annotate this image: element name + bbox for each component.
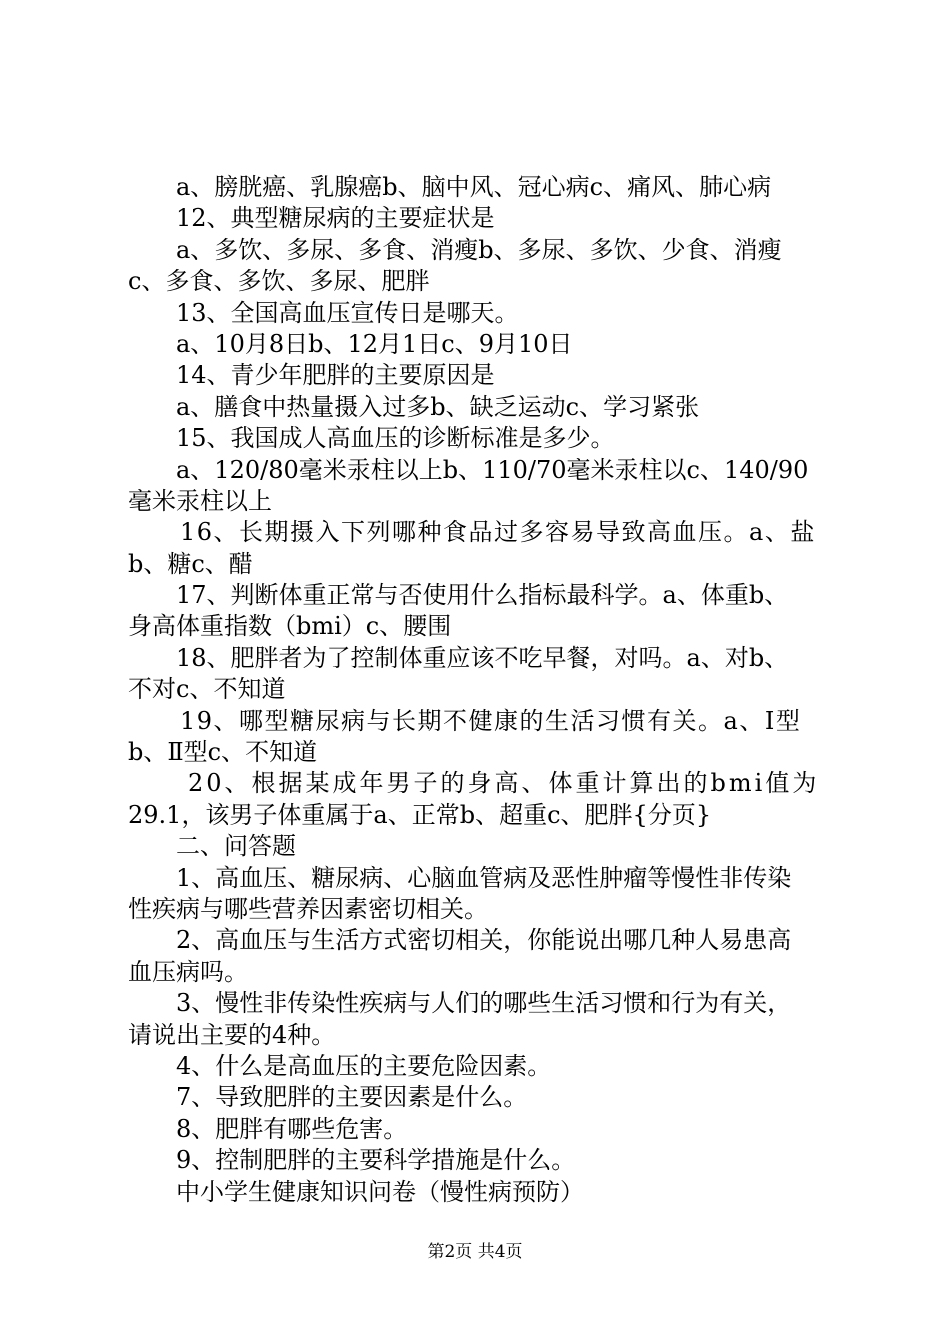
question-line: 4、什么是高血压的主要危险因素。 [176, 1051, 552, 1080]
question-line: 15、我国成人高血压的诊断标准是多少。 [176, 424, 615, 453]
question-line: 12、典型糖尿病的主要症状是 [176, 204, 495, 233]
question-line: 18、肥胖者为了控制体重应该不吃早餐，对吗。a、对b、 [176, 643, 789, 672]
question-line: 17、判断体重正常与否使用什么指标最科学。a、体重b、 [176, 581, 789, 610]
question-line: 7、导致肥胖的主要因素是什么。 [176, 1083, 528, 1112]
section-heading: 二、问答题 [176, 832, 296, 861]
question-line: 9、控制肥胖的主要科学措施是什么。 [176, 1146, 576, 1175]
text-line: a、10月8日b、12月1日c、9月10日 [176, 329, 573, 358]
question-line: 20、根据某成年男子的身高、体重计算出的bmi值为 [188, 769, 820, 798]
question-line: 14、青少年肥胖的主要原因是 [176, 361, 495, 390]
text-line: a、多饮、多尿、多食、消瘦b、多尿、多饮、少食、消瘦 [176, 235, 782, 264]
question-line: 19、哪型糖尿病与长期不健康的生活习惯有关。a、Ⅰ型 [180, 706, 802, 735]
question-line: 13、全国高血压宣传日是哪天。 [176, 298, 519, 327]
text-line: 身高体重指数（bmi）c、腰围 [128, 612, 452, 641]
text-line: c、多食、多饮、多尿、肥胖 [128, 267, 430, 296]
page-number-footer: 第2页 共4页 [427, 1242, 523, 1262]
text-line: 29.1，该男子体重属于a、正常b、超重c、肥胖{分页} [128, 800, 712, 829]
text-line: 不对c、不知道 [128, 675, 286, 704]
text-line: b、Ⅱ型c、不知道 [128, 738, 318, 767]
text-line: 性疾病与哪些营养因素密切相关。 [128, 894, 488, 923]
question-line: 2、高血压与生活方式密切相关，你能说出哪几种人易患高 [176, 926, 792, 955]
question-line: 8、肥胖有哪些危害。 [176, 1114, 408, 1143]
question-line: 16、长期摄入下列哪种食品过多容易导致高血压。a、盐 [180, 518, 816, 547]
question-line: 1、高血压、糖尿病、心脑血管病及恶性肿瘤等慢性非传染 [176, 863, 792, 892]
text-line: 请说出主要的4种。 [128, 1020, 336, 1049]
text-line: a、120/80毫米汞柱以上b、110/70毫米汞柱以c、140/90 [176, 455, 809, 484]
text-line: a、膳食中热量摄入过多b、缺乏运动c、学习紧张 [176, 392, 700, 421]
text-line: a、膀胱癌、乳腺癌b、脑中风、冠心病c、痛风、肺心病 [176, 173, 772, 201]
question-line: 3、慢性非传染性疾病与人们的哪些生活习惯和行为有关， [176, 989, 792, 1018]
text-line: 毫米汞柱以上 [128, 486, 272, 515]
document-title-line: 中小学生健康知识问卷（慢性病预防） [176, 1177, 584, 1206]
text-line: b、糖c、醋 [128, 549, 253, 578]
document-body [128, 172, 832, 1208]
text-line: 血压病吗。 [128, 957, 248, 986]
